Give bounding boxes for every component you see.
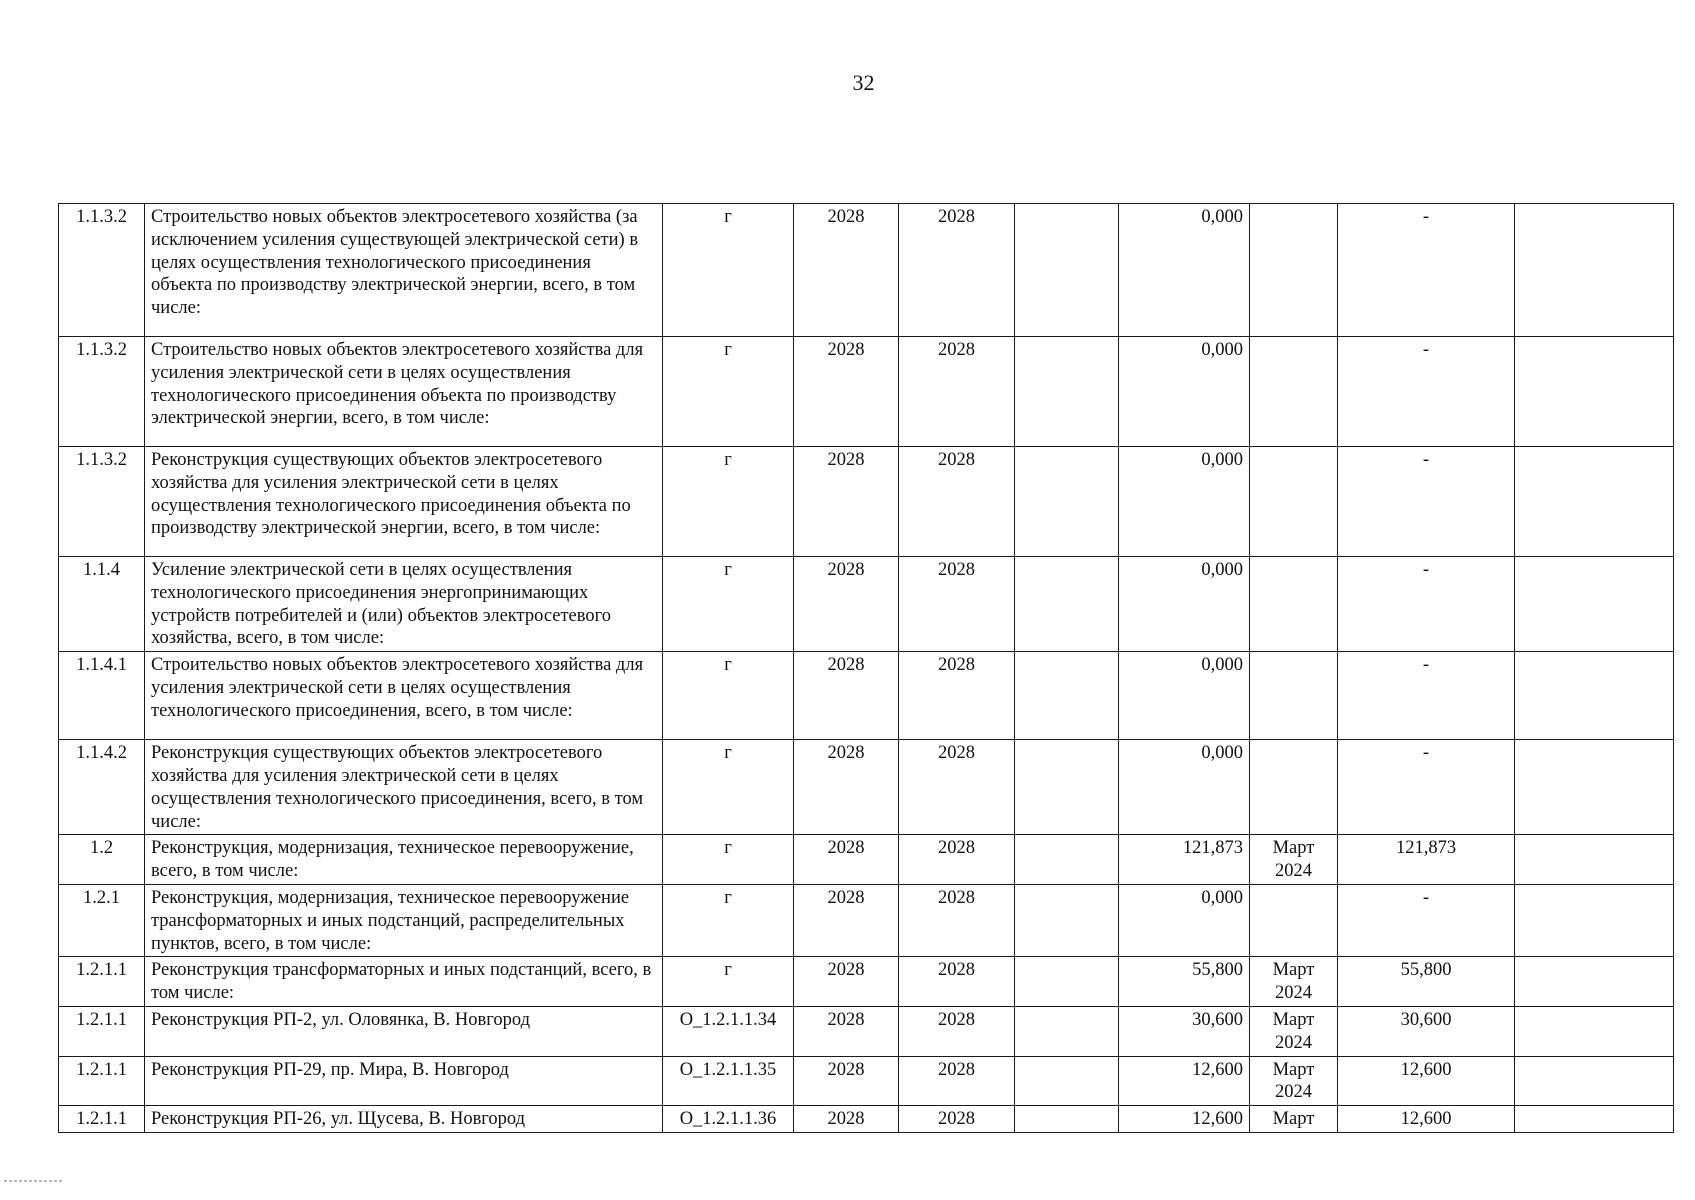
row-year-end: 2028 — [899, 884, 1015, 956]
row-year-start: 2028 — [794, 447, 899, 557]
row-year-start: 2028 — [794, 337, 899, 447]
row-year-end: 2028 — [899, 835, 1015, 885]
row-value-2: 55,800 — [1338, 957, 1515, 1007]
row-value: 0,000 — [1119, 652, 1250, 740]
row-year-end: 2028 — [899, 557, 1015, 652]
row-last-cell — [1515, 884, 1674, 956]
row-year-end: 2028 — [899, 652, 1015, 740]
row-value: 30,600 — [1119, 1006, 1250, 1056]
row-value: 0,000 — [1119, 204, 1250, 337]
row-date: Март 2024 — [1250, 835, 1338, 885]
row-empty-cell — [1015, 1106, 1119, 1133]
row-last-cell — [1515, 557, 1674, 652]
row-date: Март 2024 — [1250, 1056, 1338, 1106]
row-number: 1.1.4.1 — [59, 652, 145, 740]
row-date: Март 2024 — [1250, 957, 1338, 1007]
row-code: г — [663, 740, 794, 835]
row-code: г — [663, 337, 794, 447]
row-year-end: 2028 — [899, 204, 1015, 337]
row-date — [1250, 447, 1338, 557]
row-year-start: 2028 — [794, 204, 899, 337]
row-empty-cell — [1015, 740, 1119, 835]
row-last-cell — [1515, 337, 1674, 447]
row-year-end: 2028 — [899, 957, 1015, 1007]
scan-artifact — [4, 1180, 62, 1182]
row-last-cell — [1515, 204, 1674, 337]
row-year-end: 2028 — [899, 1006, 1015, 1056]
row-last-cell — [1515, 1006, 1674, 1056]
row-year-start: 2028 — [794, 835, 899, 885]
row-year-start: 2028 — [794, 957, 899, 1007]
row-last-cell — [1515, 447, 1674, 557]
row-code: г — [663, 884, 794, 956]
table-row — [59, 652, 1674, 740]
row-code: г — [663, 835, 794, 885]
investment-program-table — [58, 203, 1674, 1133]
row-last-cell — [1515, 835, 1674, 885]
row-number: 1.2 — [59, 835, 145, 885]
row-date — [1250, 652, 1338, 740]
row-year-start: 2028 — [794, 1106, 899, 1133]
row-empty-cell — [1015, 1056, 1119, 1106]
table-row — [59, 204, 1674, 337]
row-value-2: - — [1338, 884, 1515, 956]
row-date: Март — [1250, 1106, 1338, 1133]
row-value-2: 12,600 — [1338, 1106, 1515, 1133]
page-number: 32 — [852, 70, 875, 95]
row-name: Усиление электрической сети в целях осуществления технологического присоединения энергопринимающих устройств потребителей и (или) объектов электросетевого хозяйства, всего, в том числе: — [145, 557, 663, 652]
table-row — [59, 447, 1674, 557]
table-row — [59, 1106, 1674, 1133]
row-value-2: - — [1338, 204, 1515, 337]
row-empty-cell — [1015, 652, 1119, 740]
row-last-cell — [1515, 652, 1674, 740]
table-row — [59, 884, 1674, 956]
row-value: 0,000 — [1119, 557, 1250, 652]
row-last-cell — [1515, 740, 1674, 835]
row-empty-cell — [1015, 835, 1119, 885]
row-name: Реконструкция РП-26, ул. Щусева, В. Новгород — [145, 1106, 663, 1133]
row-year-end: 2028 — [899, 337, 1015, 447]
row-code: O_1.2.1.1.35 — [663, 1056, 794, 1106]
table-row — [59, 557, 1674, 652]
row-year-start: 2028 — [794, 1006, 899, 1056]
row-number: 1.2.1.1 — [59, 1106, 145, 1133]
row-name: Реконструкция, модернизация, техническое перевооружение, всего, в том числе: — [145, 835, 663, 885]
row-value-2: 12,600 — [1338, 1056, 1515, 1106]
row-year-start: 2028 — [794, 740, 899, 835]
row-year-end: 2028 — [899, 740, 1015, 835]
row-code: O_1.2.1.1.36 — [663, 1106, 794, 1133]
table-row — [59, 740, 1674, 835]
row-name: Строительство новых объектов электросетевого хозяйства (за исключением усиления существующей электрической сети) в целях осуществления технологического присоединения объекта по производству электрической энергии, всего, в том числе: — [145, 204, 663, 337]
row-date — [1250, 884, 1338, 956]
row-name: Строительство новых объектов электросетевого хозяйства для усиления электрической сети в целях осуществления технологического присоединения объекта по производству электрической энергии, всего, в том числе: — [145, 337, 663, 447]
row-empty-cell — [1015, 337, 1119, 447]
row-value: 55,800 — [1119, 957, 1250, 1007]
row-last-cell — [1515, 957, 1674, 1007]
row-code: г — [663, 447, 794, 557]
row-empty-cell — [1015, 557, 1119, 652]
row-year-start: 2028 — [794, 1056, 899, 1106]
row-code: г — [663, 957, 794, 1007]
row-value-2: - — [1338, 652, 1515, 740]
table-row — [59, 1006, 1674, 1056]
row-value: 12,600 — [1119, 1106, 1250, 1133]
row-year-start: 2028 — [794, 652, 899, 740]
row-name: Реконструкция трансформаторных и иных подстанций, всего, в том числе: — [145, 957, 663, 1007]
table-row — [59, 835, 1674, 885]
row-code: г — [663, 652, 794, 740]
row-last-cell — [1515, 1106, 1674, 1133]
row-number: 1.2.1.1 — [59, 1056, 145, 1106]
row-date: Март 2024 — [1250, 1006, 1338, 1056]
row-value-2: 30,600 — [1338, 1006, 1515, 1056]
row-value: 0,000 — [1119, 884, 1250, 956]
row-year-start: 2028 — [794, 557, 899, 652]
row-empty-cell — [1015, 447, 1119, 557]
row-date — [1250, 740, 1338, 835]
row-value-2: 121,873 — [1338, 835, 1515, 885]
row-name: Реконструкция существующих объектов электросетевого хозяйства для усиления электрической сети в целях осуществления технологического присоединения объекта по производству электрической энергии, всего, в том числе: — [145, 447, 663, 557]
row-name: Реконструкция, модернизация, техническое перевооружение трансформаторных и иных подстанций, распределительных пунктов, всего, в том числе: — [145, 884, 663, 956]
row-date — [1250, 337, 1338, 447]
row-value: 121,873 — [1119, 835, 1250, 885]
row-value: 0,000 — [1119, 337, 1250, 447]
table-row — [59, 1056, 1674, 1106]
row-value-2: - — [1338, 337, 1515, 447]
row-code: O_1.2.1.1.34 — [663, 1006, 794, 1056]
row-code: г — [663, 204, 794, 337]
row-number: 1.1.3.2 — [59, 447, 145, 557]
row-number: 1.2.1 — [59, 884, 145, 956]
row-number: 1.1.3.2 — [59, 337, 145, 447]
table-row — [59, 337, 1674, 447]
row-last-cell — [1515, 1056, 1674, 1106]
row-name: Реконструкция существующих объектов электросетевого хозяйства для усиления электрической сети в целях осуществления технологического присоединения, всего, в том числе: — [145, 740, 663, 835]
row-number: 1.1.3.2 — [59, 204, 145, 337]
row-number: 1.1.4 — [59, 557, 145, 652]
row-value: 12,600 — [1119, 1056, 1250, 1106]
row-value: 0,000 — [1119, 447, 1250, 557]
row-number: 1.1.4.2 — [59, 740, 145, 835]
row-value-2: - — [1338, 740, 1515, 835]
row-year-end: 2028 — [899, 1106, 1015, 1133]
row-year-end: 2028 — [899, 447, 1015, 557]
row-date — [1250, 557, 1338, 652]
table-row — [59, 957, 1674, 1007]
row-value-2: - — [1338, 447, 1515, 557]
row-year-start: 2028 — [794, 884, 899, 956]
row-value-2: - — [1338, 557, 1515, 652]
row-number: 1.2.1.1 — [59, 1006, 145, 1056]
row-empty-cell — [1015, 204, 1119, 337]
row-name: Реконструкция РП-2, ул. Оловянка, В. Новгород — [145, 1006, 663, 1056]
row-date — [1250, 204, 1338, 337]
row-empty-cell — [1015, 1006, 1119, 1056]
row-code: г — [663, 557, 794, 652]
row-value: 0,000 — [1119, 740, 1250, 835]
row-name: Реконструкция РП-29, пр. Мира, В. Новгород — [145, 1056, 663, 1106]
row-empty-cell — [1015, 957, 1119, 1007]
row-number: 1.2.1.1 — [59, 957, 145, 1007]
row-name: Строительство новых объектов электросетевого хозяйства для усиления электрической сети в целях осуществления технологического присоединения, всего, в том числе: — [145, 652, 663, 740]
row-empty-cell — [1015, 884, 1119, 956]
row-year-end: 2028 — [899, 1056, 1015, 1106]
